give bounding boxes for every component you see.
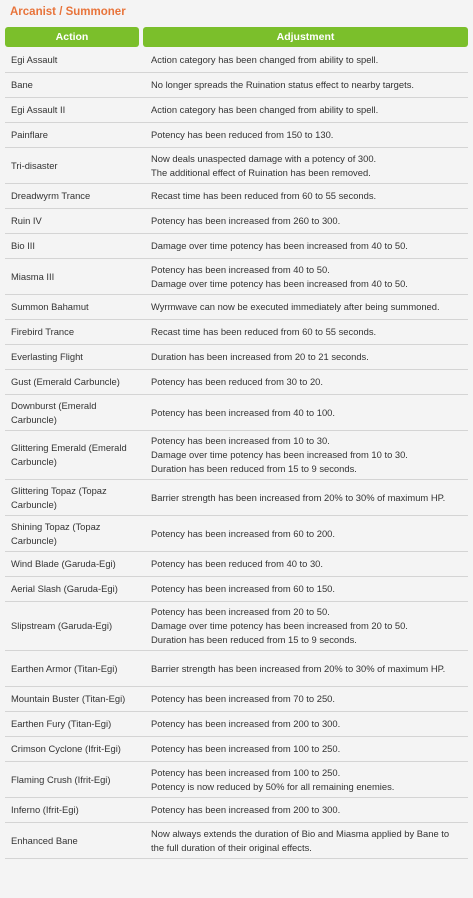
action-cell: Egi Assault II: [11, 104, 66, 115]
action-cell: Earthen Fury (Titan-Egi): [11, 718, 112, 729]
action-cell: Inferno (Ifrit-Egi): [11, 804, 79, 815]
action-cell: Egi Assault: [11, 54, 58, 65]
adjustment-cell: Wyrmwave can now be executed immediately after being summoned.: [151, 301, 440, 312]
table-row: [5, 345, 468, 370]
table-row: [5, 259, 468, 295]
adjustment-cell: Potency has been increased from 20 to 50. Damage over time potency has been increased from 20 to 50. Duration has been reduced from 15 to 9 seconds.: [151, 606, 408, 645]
table-row: [5, 651, 468, 687]
adjustment-cell: Potency has been increased from 70 to 250.: [151, 693, 335, 704]
adjustment-cell: Action category has been changed from ability to spell.: [151, 104, 379, 115]
action-cell: Summon Bahamut: [11, 301, 89, 312]
action-cell: Firebird Trance: [11, 326, 75, 337]
table-row: [5, 762, 468, 798]
table-row: [5, 123, 468, 148]
table-row: [5, 148, 468, 184]
action-cell: Flaming Crush (Ifrit-Egi): [11, 773, 111, 785]
action-cell: Shining Topaz (Topaz Carbuncle): [11, 520, 101, 546]
table-row: [5, 234, 468, 259]
table-row: [5, 370, 468, 395]
table-row: [5, 823, 468, 859]
action-cell: Miasma III: [11, 270, 55, 282]
adjustment-cell: Potency has been increased from 60 to 150.: [151, 583, 335, 594]
table-row: [5, 184, 468, 209]
table-row: [5, 73, 468, 98]
action-cell: Dreadwyrm Trance: [11, 190, 91, 201]
adjustment-cell: Potency has been reduced from 30 to 20.: [151, 376, 323, 387]
adjustment-cell: Damage over time potency has been increased from 40 to 50.: [151, 240, 408, 251]
adjustment-cell: Barrier strength has been increased from 20% to 30% of maximum HP.: [151, 662, 446, 674]
adjustment-cell: Now always extends the duration of Bio and Miasma applied by Bane to the full duration of their original effects.: [151, 827, 450, 853]
adjustment-cell: Recast time has been reduced from 60 to 55 seconds.: [151, 326, 377, 337]
adjustment-cell: Action category has been changed from ability to spell.: [151, 54, 379, 65]
action-cell: Aerial Slash (Garuda-Egi): [11, 583, 118, 594]
adjustment-cell: Potency has been increased from 100 to 250. Potency is now reduced by 50% for all remaining enemies.: [151, 766, 395, 792]
adjustment-cell: Potency has been reduced from 40 to 30.: [151, 558, 323, 569]
adjustment-cell: Potency has been increased from 60 to 200.: [151, 527, 335, 539]
table-row: [5, 577, 468, 602]
action-cell: Downburst (Emerald Carbuncle): [11, 399, 97, 425]
adjustment-cell: Now deals unaspected damage with a potency of 300. The additional effect of Ruination has been removed.: [151, 152, 377, 178]
action-cell: Crimson Cyclone (Ifrit-Egi): [11, 743, 121, 754]
adjustment-cell: Potency has been increased from 260 to 300.: [151, 215, 341, 226]
table-row: [5, 209, 468, 234]
adjustment-cell: Barrier strength has been increased from 20% to 30% of maximum HP.: [151, 491, 446, 503]
adjustment-cell: Potency has been increased from 100 to 250.: [151, 743, 341, 754]
action-cell: Wind Blade (Garuda-Egi): [11, 558, 116, 569]
adjustments-table: [5, 48, 468, 859]
adjustment-cell: Potency has been increased from 10 to 30. Damage over time potency has been increased from 10 to 30. Duration has been reduced from 15 to 9 seconds.: [151, 435, 408, 474]
adjustment-cell: No longer spreads the Ruination status effect to nearby targets.: [151, 79, 415, 90]
table-row: [5, 480, 468, 516]
action-cell: Painflare: [11, 129, 49, 140]
action-cell: Mountain Buster (Titan-Egi): [11, 693, 126, 704]
adjustment-cell: Potency has been increased from 40 to 100.: [151, 406, 335, 418]
action-cell: Gust (Emerald Carbuncle): [11, 376, 120, 387]
table-row: [5, 295, 468, 320]
table-row: [5, 395, 468, 431]
action-cell: Enhanced Bane: [11, 834, 78, 846]
adjustment-cell: Duration has been increased from 20 to 21 seconds.: [151, 351, 369, 362]
action-cell: Glittering Topaz (Topaz Carbuncle): [11, 484, 107, 510]
adjustment-cell: Potency has been increased from 40 to 50. Damage over time potency has been increased from 40 to 50.: [151, 263, 408, 289]
adjustment-cell: Recast time has been reduced from 60 to 55 seconds.: [151, 190, 377, 201]
table-row: [5, 320, 468, 345]
table-row: [5, 431, 468, 480]
table-row: [5, 798, 468, 823]
adjustment-cell: Potency has been increased from 200 to 300.: [151, 804, 341, 815]
table-row: [5, 516, 468, 552]
table-row: [5, 98, 468, 123]
table-row: [5, 687, 468, 712]
table-header: [5, 27, 468, 47]
table-row: [5, 712, 468, 737]
table-row: [5, 737, 468, 762]
action-cell: Glittering Emerald (Emerald Carbuncle): [11, 442, 127, 467]
action-cell: Bane: [11, 79, 33, 90]
action-cell: Everlasting Flight: [11, 351, 83, 362]
action-cell: Tri-disaster: [11, 159, 58, 171]
header-action: Action: [5, 27, 139, 47]
table-row: [5, 552, 468, 577]
action-cell: Slipstream (Garuda-Egi): [11, 620, 113, 631]
action-cell: Bio III: [11, 240, 35, 251]
table-row: [5, 48, 468, 73]
adjustment-cell: Potency has been increased from 200 to 300.: [151, 718, 341, 729]
table-row: [5, 602, 468, 651]
patch-notes-section: [0, 2, 473, 859]
action-cell: Earthen Armor (Titan-Egi): [11, 662, 118, 674]
adjustment-cell: Potency has been reduced from 150 to 130.: [151, 129, 334, 140]
header-adjustment: Adjustment: [143, 27, 468, 47]
action-cell: Ruin IV: [11, 215, 42, 226]
section-title: Arcanist / Summoner: [10, 6, 126, 18]
